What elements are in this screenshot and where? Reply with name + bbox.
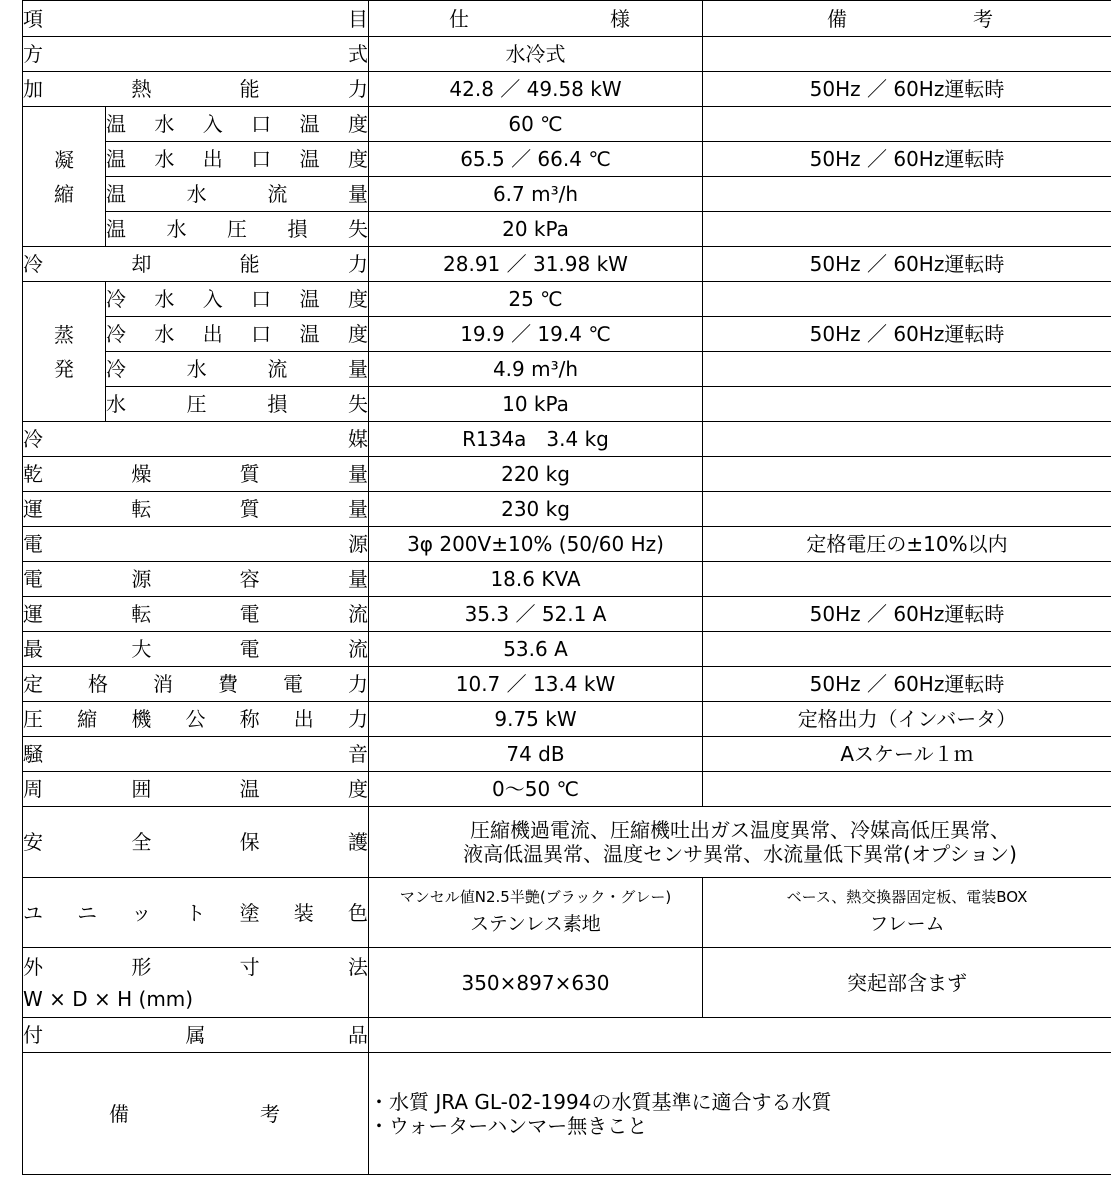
- dimensions-spec: 350×897×630: [369, 948, 703, 1018]
- heating-capacity-remark: 50Hz ／ 60Hz運転時: [703, 72, 1111, 107]
- dry-weight-label: 乾 燥 質 量: [23, 462, 368, 486]
- row-evaporator-4: [23, 387, 1111, 422]
- label-cell: [23, 457, 369, 492]
- row-safety: [23, 807, 1111, 878]
- label-cell: [23, 597, 369, 632]
- header-spec: [369, 1, 703, 37]
- condenser-remark-3: [703, 177, 1111, 212]
- header-remarks-text: 備 考: [827, 6, 993, 31]
- label-cell: [106, 107, 369, 142]
- ambient-temp-spec: 0～50 ℃: [369, 772, 703, 807]
- label-cell: [23, 878, 369, 948]
- label-cell: [23, 562, 369, 597]
- dry-weight-spec: 220 kg: [369, 457, 703, 492]
- row-notes: [23, 1053, 1111, 1175]
- paint-label: ユ ニ ッ ト 塗 装 色: [23, 900, 368, 925]
- label-cell: [23, 72, 369, 107]
- max-current-remark: [703, 632, 1111, 667]
- label-cell: [23, 737, 369, 772]
- label-cell: [23, 667, 369, 702]
- label-cell: [23, 527, 369, 562]
- row-operating-weight: [23, 492, 1111, 527]
- header-item: [23, 1, 369, 37]
- row-ambient-temp: [23, 772, 1111, 807]
- row-compressor-output: [23, 702, 1111, 737]
- condenser-spec-3: 6.7 m³/h: [369, 177, 703, 212]
- row-accessories: [23, 1018, 1111, 1053]
- notes-line-1: ・水質 JRA GL-02-1994の水質基準に適合する水質: [369, 1089, 832, 1114]
- row-method: [23, 37, 1111, 72]
- paint-remark-main: フレーム: [869, 913, 945, 936]
- condenser-spec-1: 60 ℃: [369, 107, 703, 142]
- evaporator-spec-2: 19.9 ／ 19.4 ℃: [369, 317, 703, 352]
- label-cell: [106, 317, 369, 352]
- refrigerant-spec: R134a 3.4 kg: [369, 422, 703, 457]
- noise-spec: 74 dB: [369, 737, 703, 772]
- label-cell: [23, 807, 369, 878]
- evaporator-group-label: 蒸 発: [54, 322, 74, 381]
- notes-content: [369, 1053, 1111, 1175]
- operating-current-remark: 50Hz ／ 60Hz運転時: [703, 597, 1111, 632]
- row-paint: [23, 878, 1111, 948]
- ambient-temp-remark: [703, 772, 1111, 807]
- operating-current-label: 運 転 電 流: [23, 602, 368, 626]
- row-evaporator-3: [23, 352, 1111, 387]
- operating-weight-remark: [703, 492, 1111, 527]
- evaporator-label-3: 冷 水 流 量: [106, 357, 368, 381]
- dry-weight-remark: [703, 457, 1111, 492]
- label-cell: [23, 948, 369, 1018]
- paint-spec: [369, 878, 703, 948]
- paint-remark-small: ベース、熱交換器固定板、電装BOX: [786, 888, 1028, 907]
- header-spec-text: 仕 様: [449, 6, 630, 31]
- evaporator-remark-3: [703, 352, 1111, 387]
- operating-weight-label: 運 転 質 量: [23, 497, 368, 521]
- power-supply-label: 電 源: [23, 532, 368, 556]
- row-rated-power: [23, 667, 1111, 702]
- header-item-text: 項 目: [23, 6, 368, 31]
- header-remarks: [703, 1, 1111, 37]
- noise-remark: Aスケール１ｍ: [703, 737, 1111, 772]
- safety-line-2: 液高低温異常、温度センサ異常、水流量低下異常(オプション): [463, 842, 1017, 866]
- max-current-spec: 53.6 A: [369, 632, 703, 667]
- compressor-output-label: 圧 縮 機 公 称 出 力: [23, 707, 368, 731]
- condenser-group-cell: [23, 107, 106, 247]
- compressor-output-remark: 定格出力（インバータ）: [703, 702, 1111, 737]
- row-dry-weight: [23, 457, 1111, 492]
- power-supply-remark: 定格電圧の±10%以内: [703, 527, 1111, 562]
- evaporator-group-cell: [23, 282, 106, 422]
- heating-capacity-spec: 42.8 ／ 49.58 kW: [369, 72, 703, 107]
- label-cell: [106, 177, 369, 212]
- refrigerant-remark: [703, 422, 1111, 457]
- condenser-label-2: 温 水 出 口 温 度: [106, 147, 368, 171]
- row-max-current: [23, 632, 1111, 667]
- row-heating-capacity: [23, 72, 1111, 107]
- label-cell: [23, 492, 369, 527]
- safety-line-1: 圧縮機過電流、圧縮機吐出ガス温度異常、冷媒高低圧異常、: [470, 818, 1010, 842]
- rated-power-spec: 10.7 ／ 13.4 kW: [369, 667, 703, 702]
- notes-line-2: ・ウォーターハンマー無きこと: [369, 1113, 648, 1138]
- label-cell: [23, 772, 369, 807]
- rated-power-remark: 50Hz ／ 60Hz運転時: [703, 667, 1111, 702]
- row-evaporator-1: [23, 282, 1111, 317]
- condenser-spec-4: 20 kPa: [369, 212, 703, 247]
- notes-label: 備 考: [109, 1101, 280, 1126]
- evaporator-spec-3: 4.9 m³/h: [369, 352, 703, 387]
- safety-spec: [369, 807, 1111, 878]
- row-evaporator-2: [23, 317, 1111, 352]
- cooling-capacity-remark: 50Hz ／ 60Hz運転時: [703, 247, 1111, 282]
- dimensions-remark: 突起部含まず: [703, 948, 1111, 1018]
- power-capacity-remark: [703, 562, 1111, 597]
- evaporator-remark-1: [703, 282, 1111, 317]
- paint-spec-main: ステンレス素地: [470, 913, 601, 936]
- label-cell: [23, 37, 369, 72]
- row-condenser-4: [23, 212, 1111, 247]
- condenser-remark-4: [703, 212, 1111, 247]
- ambient-temp-label: 周 囲 温 度: [23, 777, 368, 801]
- label-cell: [106, 142, 369, 177]
- safety-label: 安 全 保 護: [23, 830, 368, 854]
- header-row: [23, 1, 1111, 37]
- condenser-spec-2: 65.5 ／ 66.4 ℃: [369, 142, 703, 177]
- method-remark: [703, 37, 1111, 72]
- paint-remark: [703, 878, 1111, 948]
- evaporator-label-4: 水 圧 損 失: [106, 392, 368, 416]
- evaporator-spec-4: 10 kPa: [369, 387, 703, 422]
- row-dimensions: [23, 948, 1111, 1018]
- accessories-label: 付 属 品: [23, 1023, 368, 1047]
- condenser-label-1: 温 水 入 口 温 度: [106, 112, 368, 136]
- label-cell: [23, 422, 369, 457]
- row-operating-current: [23, 597, 1111, 632]
- power-capacity-spec: 18.6 KVA: [369, 562, 703, 597]
- label-cell: [106, 212, 369, 247]
- evaporator-remark-4: [703, 387, 1111, 422]
- label-cell: [106, 282, 369, 317]
- label-cell: [23, 702, 369, 737]
- power-supply-spec: 3φ 200V±10% (50/60 Hz): [369, 527, 703, 562]
- condenser-label-3: 温 水 流 量: [106, 182, 368, 206]
- condenser-remark-1: [703, 107, 1111, 142]
- row-refrigerant: [23, 422, 1111, 457]
- label-cell: [23, 632, 369, 667]
- max-current-label: 最 大 電 流: [23, 637, 368, 661]
- evaporator-label-1: 冷 水 入 口 温 度: [106, 287, 368, 311]
- condenser-group-label: 凝 縮: [54, 147, 74, 206]
- row-cooling-capacity: [23, 247, 1111, 282]
- rated-power-label: 定 格 消 費 電 力: [23, 672, 368, 696]
- heating-capacity-label: 加 熱 能 力: [23, 77, 368, 101]
- label-cell: [23, 1053, 369, 1175]
- accessories-spec: [369, 1018, 1111, 1053]
- dimensions-label: 外 形 寸 法: [23, 954, 368, 979]
- cooling-capacity-spec: 28.91 ／ 31.98 kW: [369, 247, 703, 282]
- method-label: 方 式: [23, 42, 368, 66]
- cooling-capacity-label: 冷 却 能 力: [23, 252, 368, 276]
- refrigerant-label: 冷 媒: [23, 427, 368, 451]
- row-noise: [23, 737, 1111, 772]
- operating-weight-spec: 230 kg: [369, 492, 703, 527]
- row-condenser-2: [23, 142, 1111, 177]
- evaporator-remark-2: 50Hz ／ 60Hz運転時: [703, 317, 1111, 352]
- evaporator-label-2: 冷 水 出 口 温 度: [106, 322, 368, 346]
- compressor-output-spec: 9.75 kW: [369, 702, 703, 737]
- condenser-label-4: 温 水 圧 損 失: [106, 217, 368, 241]
- operating-current-spec: 35.3 ／ 52.1 A: [369, 597, 703, 632]
- condenser-remark-2: 50Hz ／ 60Hz運転時: [703, 142, 1111, 177]
- label-cell: [106, 387, 369, 422]
- dimensions-axes-label: W × D × H (mm): [23, 986, 194, 1011]
- paint-spec-small: マンセル値N2.5半艶(ブラック・グレー): [399, 888, 672, 907]
- evaporator-spec-1: 25 ℃: [369, 282, 703, 317]
- label-cell: [23, 247, 369, 282]
- method-spec: 水冷式: [369, 37, 703, 72]
- row-power-capacity: [23, 562, 1111, 597]
- row-condenser-1: [23, 107, 1111, 142]
- label-cell: [23, 1018, 369, 1053]
- spec-table: [22, 0, 1111, 1175]
- noise-label: 騒 音: [23, 742, 368, 766]
- label-cell: [106, 352, 369, 387]
- row-power-supply: [23, 527, 1111, 562]
- row-condenser-3: [23, 177, 1111, 212]
- power-capacity-label: 電 源 容 量: [23, 567, 368, 591]
